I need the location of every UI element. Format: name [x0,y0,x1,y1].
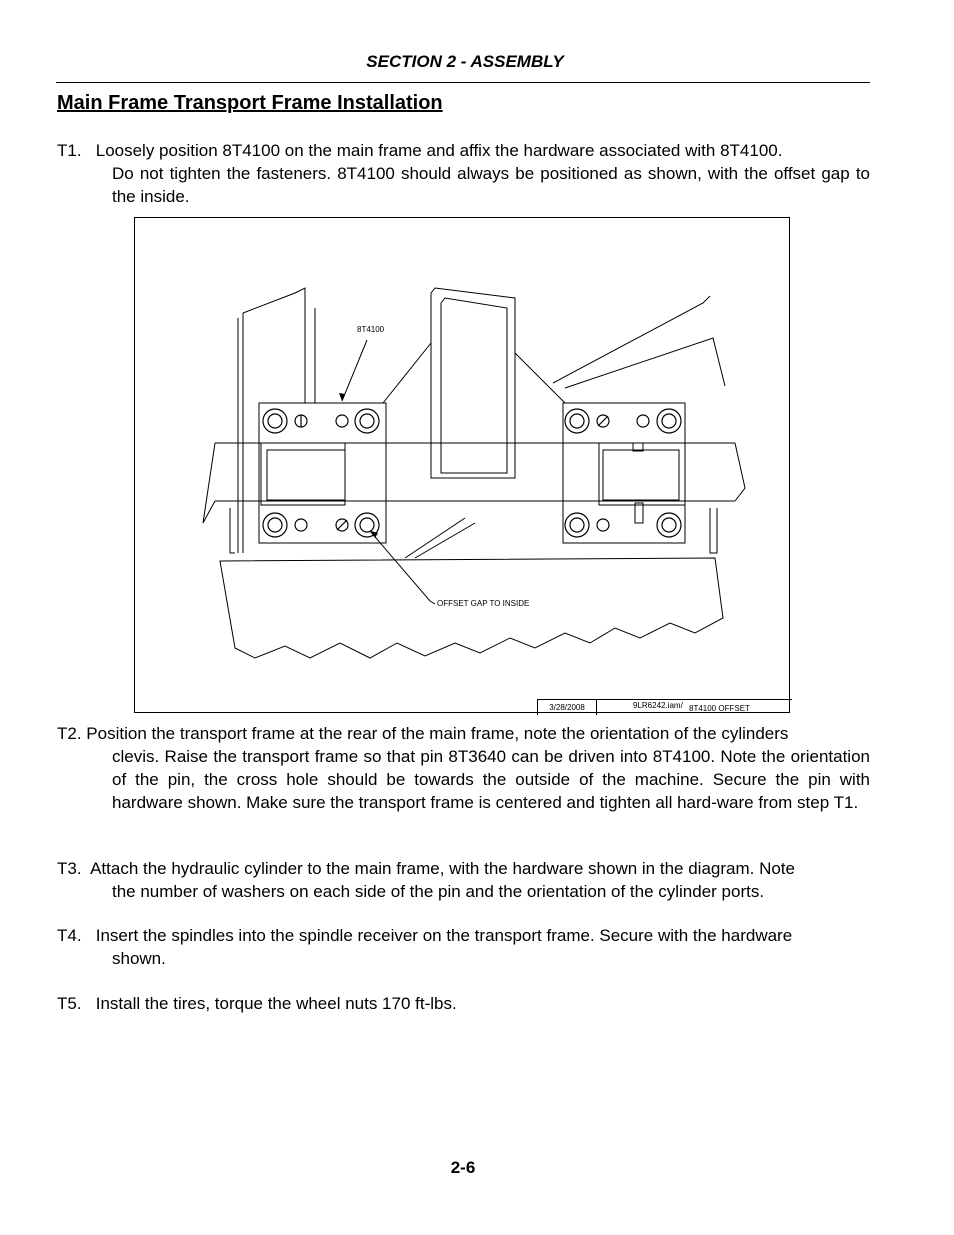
step-t3-text: Attach the hydraulic cylinder to the main frame, with the hardware shown in the diagram. Note [90,859,795,878]
step-t4-number: T4. [57,926,82,945]
step-t2 [57,722,870,814]
page-title: Main Frame Transport Frame Installation [57,92,443,114]
step-t1-number: T1. [57,141,82,160]
assembly-diagram [134,217,790,713]
step-t2-number: T2. [57,724,82,743]
section-header: SECTION 2 - ASSEMBLY [366,52,564,71]
step-t4-text: Insert the spindles into the spindle receiver on the transport frame. Secure with the hardware [95,926,793,945]
step-t1-text-cont: Do not tighten the fasteners. 8T4100 should always be positioned as shown, with the offset gap to the inside. [112,164,870,206]
drawing-name: 8T4100 OFFSET [689,704,750,713]
callout-offset-gap: OFFSET GAP TO INSIDE [437,599,530,608]
drawing-file: 9LR6242.iam/ [633,701,683,710]
callout-8t4100: 8T4100 [357,325,385,334]
diagram-drawing [135,218,791,714]
step-t2-text: Position the transport frame at the rear of the main frame, note the orientation of the cylinders [86,724,789,743]
drawing-title-block [537,699,792,715]
page-number: 2-6 [450,1158,476,1177]
drawing-date: 3/28/2008 [538,700,597,715]
step-t4-text-cont: shown. [112,949,166,968]
step-t4 [57,924,870,970]
step-t3 [57,857,870,903]
step-t5-number: T5. [57,994,82,1013]
step-t1 [57,139,870,208]
step-t1-text: Loosely position 8T4100 on the main frame and affix the hardware associated with 8T4100. [95,141,783,160]
header-divider [56,82,870,83]
step-t2-text-cont: clevis. Raise the transport frame so that pin 8T3640 can be driven into 8T4100. Note the orientation of the pin, the cross hole should be towards the outside of the machine. Secure the pin with hardware shown. Make sure the transport frame is centered and tighten all hard-ware from step T1. [112,747,870,812]
step-t3-text-cont: the number of washers on each side of the pin and the orientation of the cylinder ports. [112,882,765,901]
step-t5 [57,992,870,1015]
step-t5-text: Install the tires, torque the wheel nuts 170 ft-lbs. [95,994,457,1013]
step-t3-number: T3. [57,859,82,878]
